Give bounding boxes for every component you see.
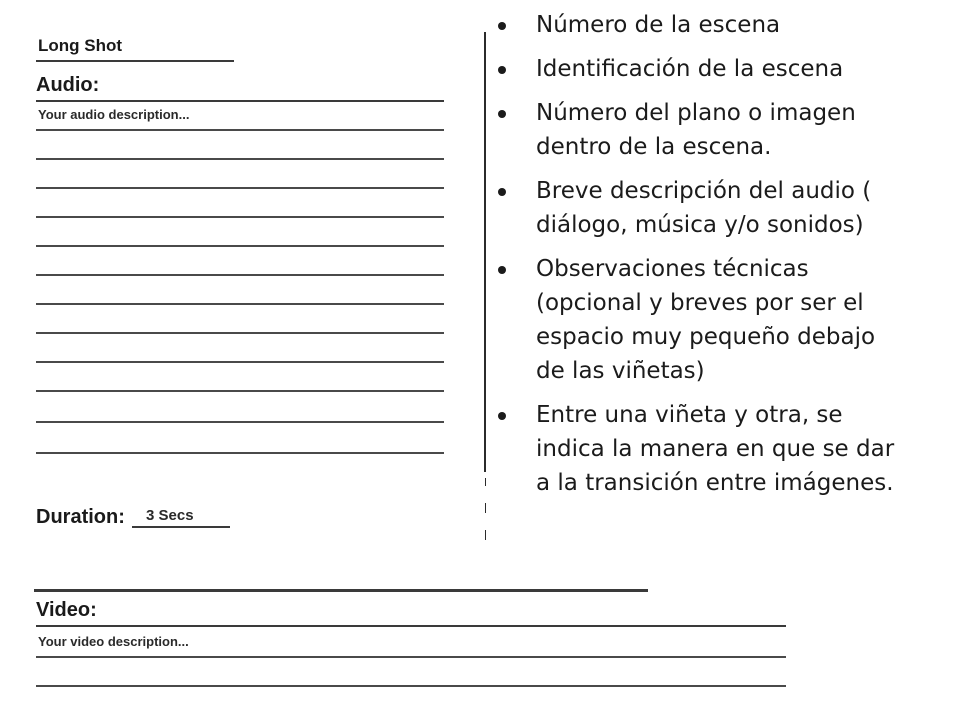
bullet-dot-icon <box>498 188 506 196</box>
bullet-list <box>498 8 908 510</box>
audio-line <box>36 245 444 247</box>
audio-line <box>36 100 444 102</box>
frame-separator <box>34 589 648 592</box>
audio-line <box>36 361 444 363</box>
audio-line <box>36 332 444 334</box>
bullet-dot-icon <box>498 66 506 74</box>
bullet-item: Número del plano o imagen dentro de la escena. <box>498 96 908 164</box>
audio-line <box>36 452 444 454</box>
audio-line <box>36 303 444 305</box>
bullet-dot-icon <box>498 110 506 118</box>
bullet-item: Identificación de la escena <box>498 52 908 86</box>
video-placeholder: Your video description... <box>38 634 189 649</box>
shot-title-underline <box>36 60 234 62</box>
audio-placeholder: Your audio description... <box>38 107 190 122</box>
video-line <box>36 685 786 687</box>
duration-label: Duration: <box>36 506 125 528</box>
audio-line <box>36 129 444 131</box>
video-label: Video: <box>36 599 97 621</box>
audio-line <box>36 158 444 160</box>
video-line <box>36 625 786 627</box>
audio-line <box>36 187 444 189</box>
audio-line <box>36 274 444 276</box>
audio-label: Audio: <box>36 74 100 96</box>
bullet-dot-icon <box>498 412 506 420</box>
video-line <box>36 656 786 658</box>
bullet-item: Número de la escena <box>498 8 908 42</box>
duration-underline <box>132 526 230 528</box>
audio-line <box>36 421 444 423</box>
bullet-dot-icon <box>498 266 506 274</box>
audio-line <box>36 390 444 392</box>
shot-title: Long Shot <box>38 36 123 55</box>
bullet-item: Observaciones técnicas (opcional y breves por ser el espacio muy pequeño debajo de las viñetas) <box>498 252 908 388</box>
bullet-item: Breve descripción del audio ( diálogo, música y/o sonidos) <box>498 174 908 242</box>
bullet-item: Entre una viñeta y otra, se indica la manera en que se dar a la transición entre imágenes. <box>498 398 908 500</box>
duration-value: 3 Secs <box>146 507 194 524</box>
bullet-dot-icon <box>498 22 506 30</box>
audio-line <box>36 216 444 218</box>
